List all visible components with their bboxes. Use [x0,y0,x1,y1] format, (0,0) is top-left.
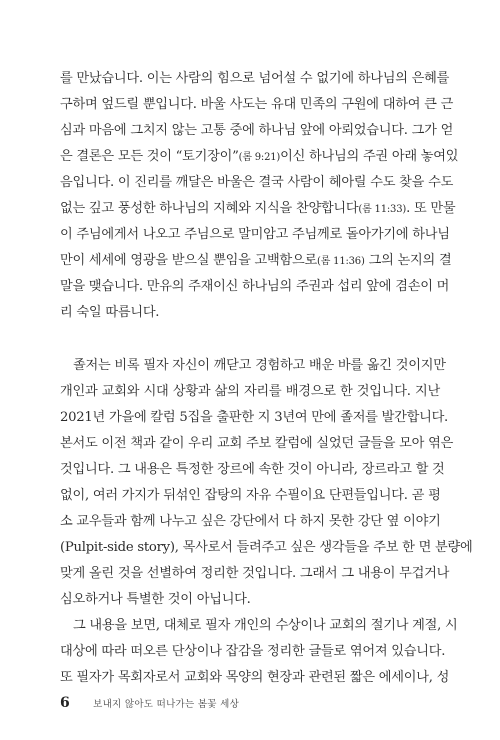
paragraph-gap [60,326,440,353]
text-line: 대상에 따라 떠오른 단상이나 잡감을 정리한 글들로 엮어져 있습니다. [60,644,446,659]
text-line: 개인과 교회와 시대 상황과 삶의 자리를 배경으로 한 것입니다. 지난 [60,384,440,399]
text-segment: 만이 세세에 영광을 받으실 뿐임을 고백함으로 [60,253,318,268]
text-line: 심과 마음에 그치지 않는 고통 중에 하나님 앞에 아뢰었습니다. 그가 얻 [60,123,454,138]
paragraph-2 [60,353,473,613]
scripture-reference: (롬 9:21) [238,152,281,163]
text-segment: 그의 논지의 결 [364,253,452,268]
text-line: 졸저는 비록 필자 자신이 깨닫고 경험하고 배운 바를 옮긴 것이지만 [73,358,446,373]
text-segment: . 또 만물 [406,201,456,216]
text-line: 그 내용을 보면, 대체로 필자 개인의 수상이나 교회의 절기나 계절, 시 [73,618,458,633]
text-line: 소 교우들과 함께 나누고 싶은 강단에서 다 하지 못한 강단 옆 이야기 [60,514,441,529]
text-line: 심오하거나 특별한 것이 아닙니다. [60,592,251,607]
text-line: 없이, 여러 가지가 뒤섞인 잡탕의 자유 수필이요 단편들입니다. 곧 평 [60,488,441,503]
body-text [60,66,473,691]
text-line [60,196,456,222]
text-line: 또 필자가 목회자로서 교회와 목양의 현장과 관련된 짧은 에세이나, 성 [60,670,450,685]
text-line: 말을 맺습니다. 만유의 주재이신 하나님의 주권과 섭리 앞에 겸손이 머 [60,279,450,294]
text-line [60,144,459,170]
paragraph-3 [60,613,458,691]
page-footer [60,692,239,712]
scripture-reference: (롬 11:33) [358,204,407,215]
page-number: 6 [60,695,70,711]
text-line: 이 주님에게서 나오고 주님으로 말미암고 주님께로 돌아가기에 하나님 [60,227,450,242]
text-line: 구하며 엎드릴 뿐입니다. 바울 사도는 유대 민족의 구원에 대하여 큰 근 [60,97,454,112]
paragraph-1 [60,66,459,326]
text-segment: 이신 하나님의 주권 아래 놓여있 [280,149,459,164]
text-line [60,248,452,274]
text-line: 를 만났습니다. 이는 사람의 힘으로 넘어설 수 없기에 하나님의 은혜를 [60,71,450,86]
text-line: 것입니다. 그 내용은 특정한 장르에 속한 것이 아니라, 장르라고 할 것 [60,462,445,477]
text-line: 본서도 이전 책과 같이 우리 교회 주보 칼럼에 실었던 글들을 모아 엮은 [60,436,454,451]
text-line: (Pulpit-side story), 목사로서 들려주고 싶은 생각들을 주보 한 면 분량에 [60,540,473,555]
text-line: 2021년 가을에 칼럼 5집을 출판한 지 3년여 만에 졸저를 발간합니다. [60,410,448,425]
text-line: 리 숙일 따름니다. [60,305,160,320]
text-line: 음입니다. 이 진리를 깨달은 바울은 결국 사람이 헤아릴 수도 찾을 수도 [60,175,454,190]
text-segment: 없는 깊고 풍성한 하나님의 지혜와 지식을 찬양합니다 [60,201,359,216]
text-segment: 은 결론은 모든 것이 “토기장이” [60,149,239,164]
text-line: 맞게 올린 것을 선별하여 정리한 것입니다. 그래서 그 내용이 무겁거나 [60,566,450,581]
running-title: 보내지 않아도 떠나가는 봄꽃 세상 [93,699,240,710]
scripture-reference: (롬 11:36) [317,256,365,267]
